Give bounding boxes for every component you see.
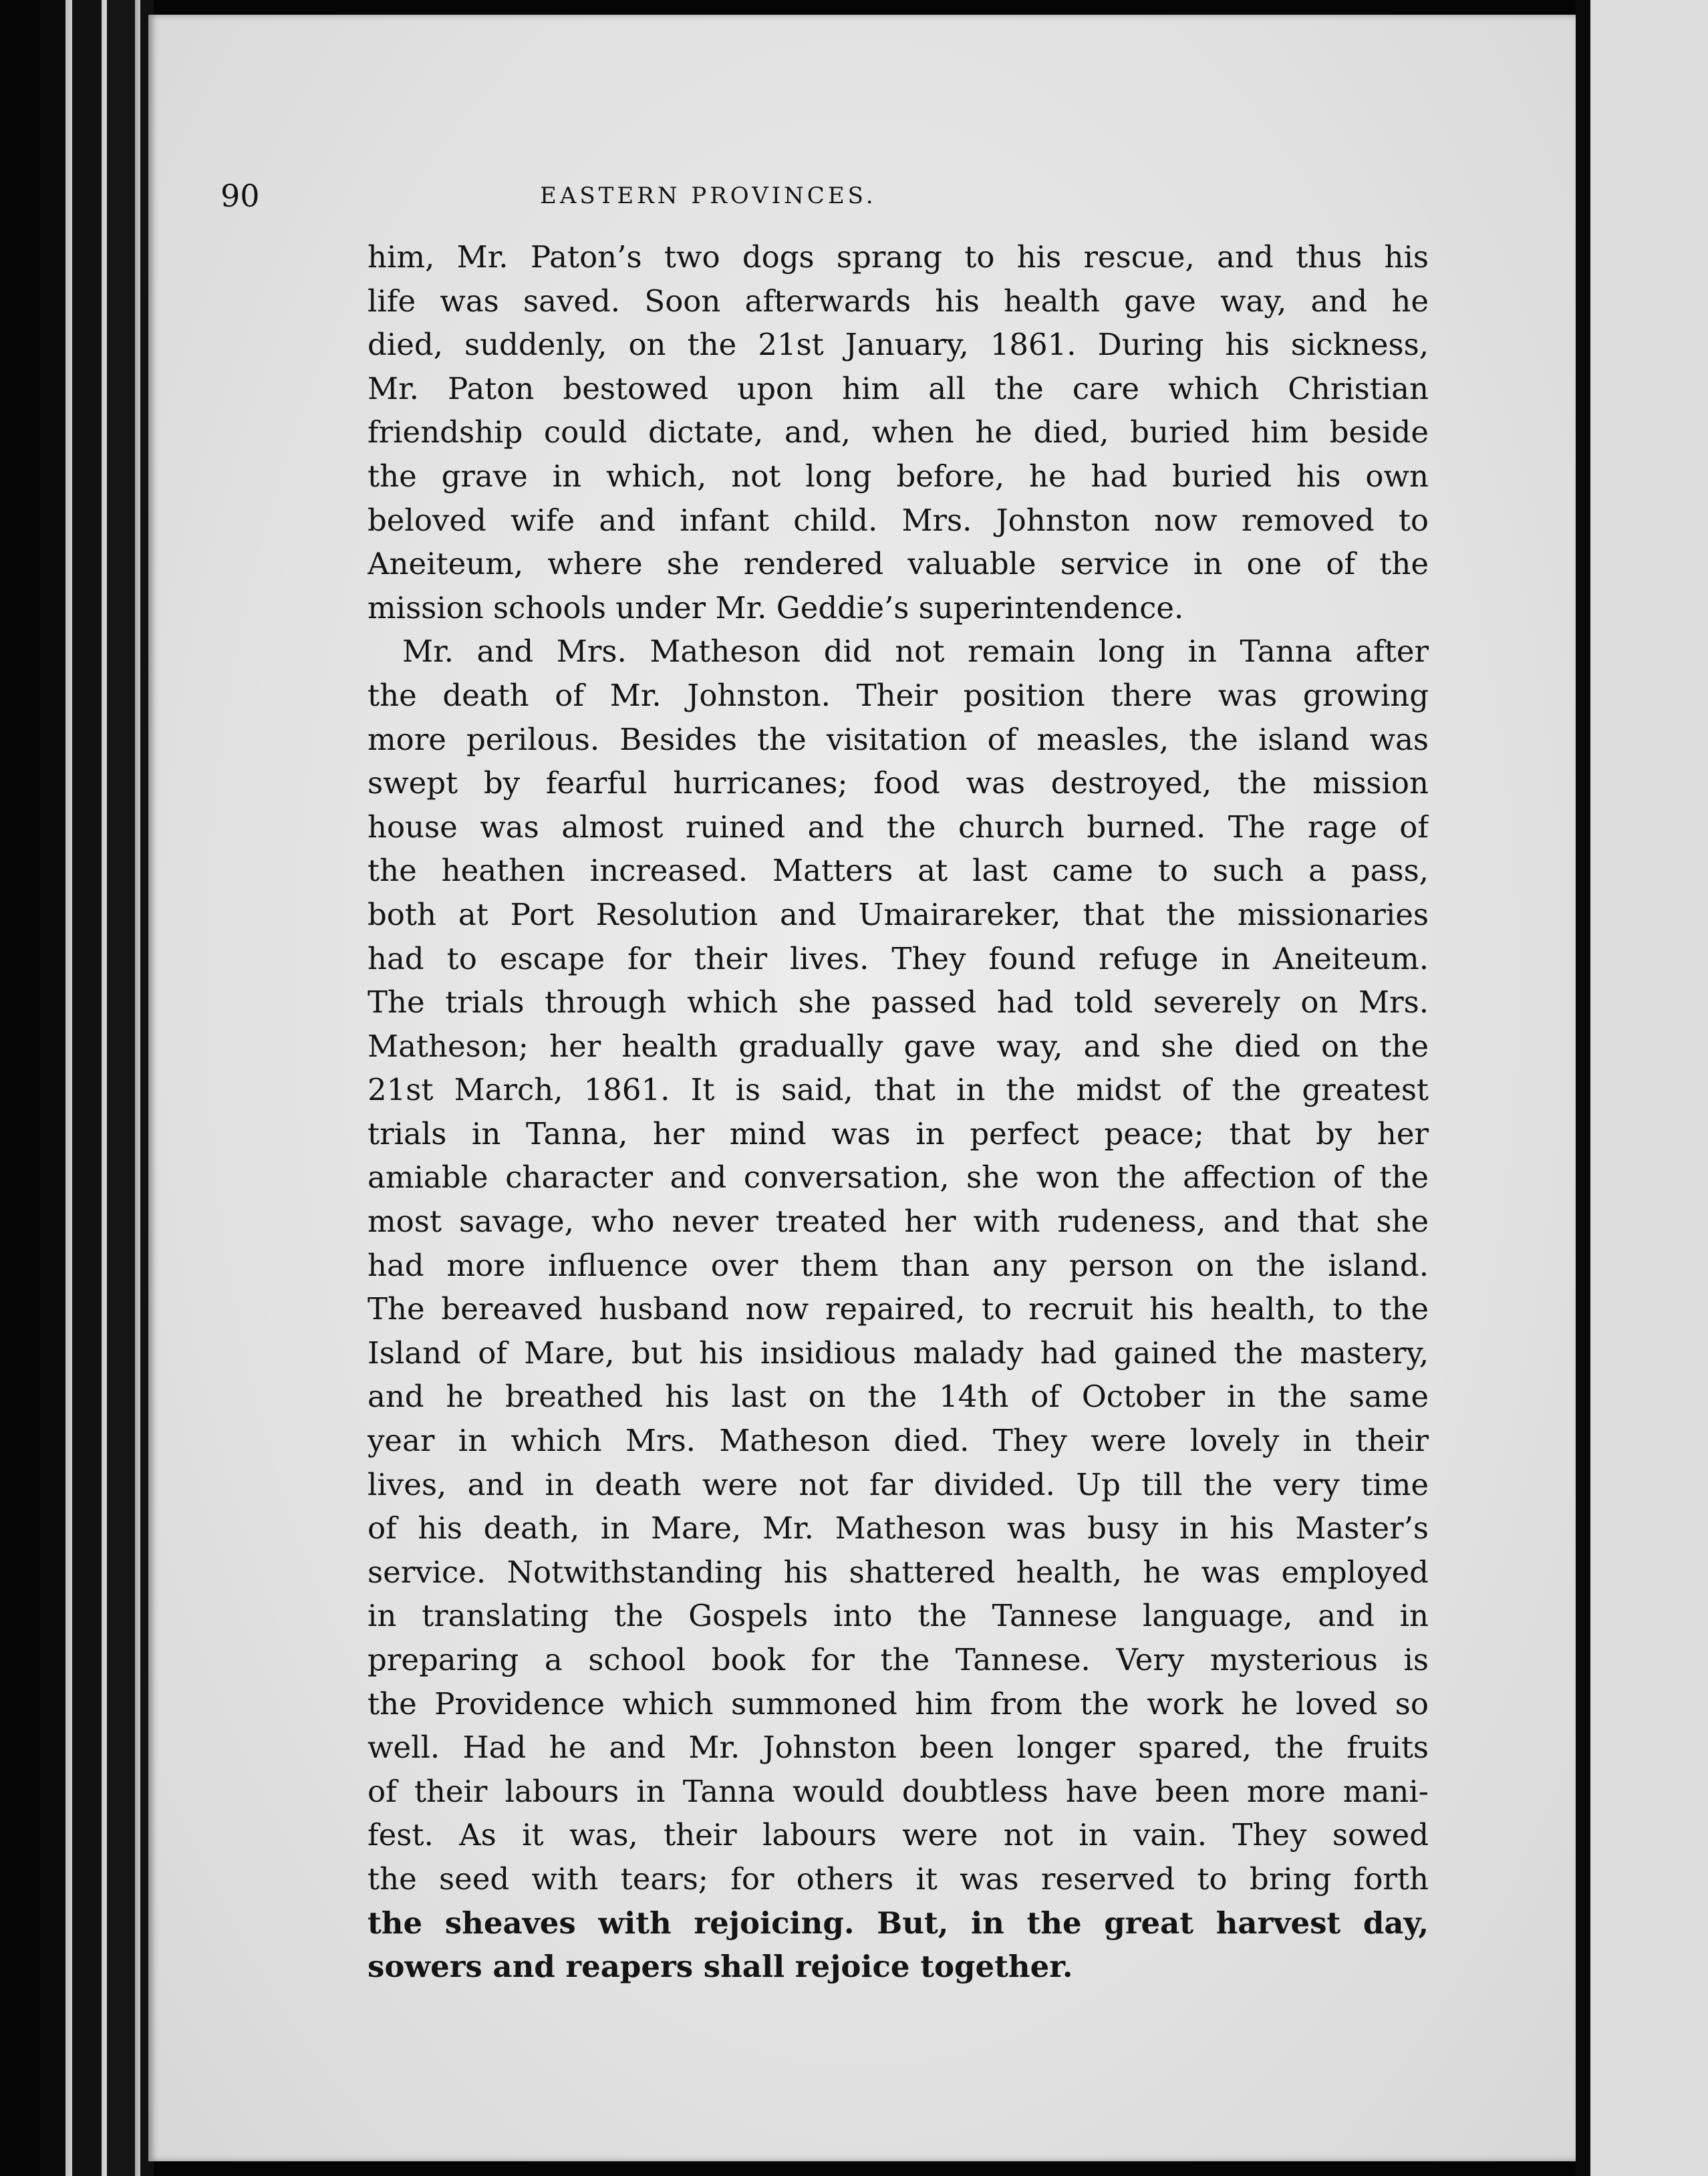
text-line: sowers and reapers shall rejoice together. — [368, 1949, 1073, 1985]
text-line: preparing a school book for the Tannese. Very mysterious is — [368, 1642, 1429, 1677]
text-line: friendship could dictate, and, when he died, buried him beside — [368, 414, 1429, 450]
text-line: Mr. Paton bestowed upon him all the care which Christian — [368, 370, 1429, 406]
text-line: the sheaves with rejoicing. But, in the great harvest day, — [368, 1905, 1429, 1941]
facing-page-edge — [1590, 0, 1708, 2176]
text-line: swept by fearful hurricanes; food was destroyed, the mission — [368, 765, 1429, 801]
text-line: fest. As it was, their labours were not in vain. They sowed — [368, 1817, 1429, 1853]
text-line: the Providence which summoned him from the work he loved so — [368, 1685, 1429, 1722]
text-line: had more influence over them than any person on the island. — [368, 1247, 1429, 1283]
text-line: beloved wife and infant child. Mrs. Johnston now removed to — [368, 502, 1429, 538]
text-line: house was almost ruined and the church burned. The rage of — [368, 809, 1429, 845]
text-line: lives, and in death were not far divided. Up till the very time — [368, 1466, 1429, 1502]
text-line: Aneiteum, where she rendered valuable service in one of the — [368, 546, 1429, 582]
text-line: both at Port Resolution and Umairareker, that the missionaries — [368, 896, 1429, 932]
paragraph-2 — [368, 630, 1429, 1988]
paragraph-1 — [368, 235, 1429, 630]
text-line: service. Notwithstanding his shattered health, he was employed — [368, 1554, 1429, 1590]
page-header — [221, 172, 1089, 219]
body-text — [368, 235, 1429, 1989]
text-line: had to escape for their lives. They found refuge in Aneiteum. — [368, 940, 1429, 976]
text-line: mission schools under Mr. Geddie’s superintendence. — [368, 589, 1184, 626]
text-line: him, Mr. Paton’s two dogs sprang to his rescue, and thus his — [368, 239, 1429, 275]
text-line: more perilous. Besides the visitation of measles, the island was — [368, 721, 1429, 757]
text-line: the grave in which, not long before, he had buried his own — [368, 458, 1429, 494]
text-line: life was saved. Soon afterwards his health gave way, and he — [368, 283, 1429, 319]
text-line: in translating the Gospels into the Tannese language, and in — [368, 1598, 1429, 1634]
text-line: amiable character and conversation, she won the affection of the — [368, 1160, 1429, 1196]
text-line: died, suddenly, on the 21st January, 1861. During his sickness, — [368, 327, 1429, 363]
text-line: Island of Mare, but his insidious malady had gained the mastery, — [368, 1335, 1429, 1371]
page-number: 90 — [221, 178, 260, 214]
text-line: Mr. and Mrs. Matheson did not remain long in Tanna after — [402, 634, 1429, 670]
text-line: 21st March, 1861. It is said, that in the midst of the greatest — [368, 1072, 1429, 1108]
text-line: the seed with tears; for others it was reserved to bring forth — [368, 1861, 1429, 1897]
book-spine-edges — [40, 0, 154, 2176]
text-line: and he breathed his last on the 14th of October in the same — [368, 1379, 1429, 1415]
text-line: The trials through which she passed had told severely on Mrs. — [368, 984, 1429, 1021]
text-line: The bereaved husband now repaired, to recruit his health, to the — [368, 1291, 1429, 1327]
text-line: well. Had he and Mr. Johnston been longer spared, the fruits — [368, 1730, 1429, 1766]
text-line: the heathen increased. Matters at last came to such a pass, — [368, 853, 1429, 889]
text-line: of his death, in Mare, Mr. Matheson was busy in his Master’s — [368, 1510, 1429, 1546]
text-line: year in which Mrs. Matheson died. They were lovely in their — [368, 1423, 1429, 1459]
text-line: the death of Mr. Johnston. Their position there was growing — [368, 677, 1429, 713]
text-line: trials in Tanna, her mind was in perfect peace; that by her — [368, 1115, 1429, 1151]
page-gutter-shadow — [1576, 0, 1590, 2176]
text-line: of their labours in Tanna would doubtless have been more mani- — [368, 1773, 1429, 1809]
text-line: most savage, who never treated her with rudeness, and that she — [368, 1204, 1429, 1240]
text-line: Matheson; her health gradually gave way, and she died on the — [368, 1028, 1429, 1064]
running-title: EASTERN PROVINCES. — [540, 182, 877, 209]
